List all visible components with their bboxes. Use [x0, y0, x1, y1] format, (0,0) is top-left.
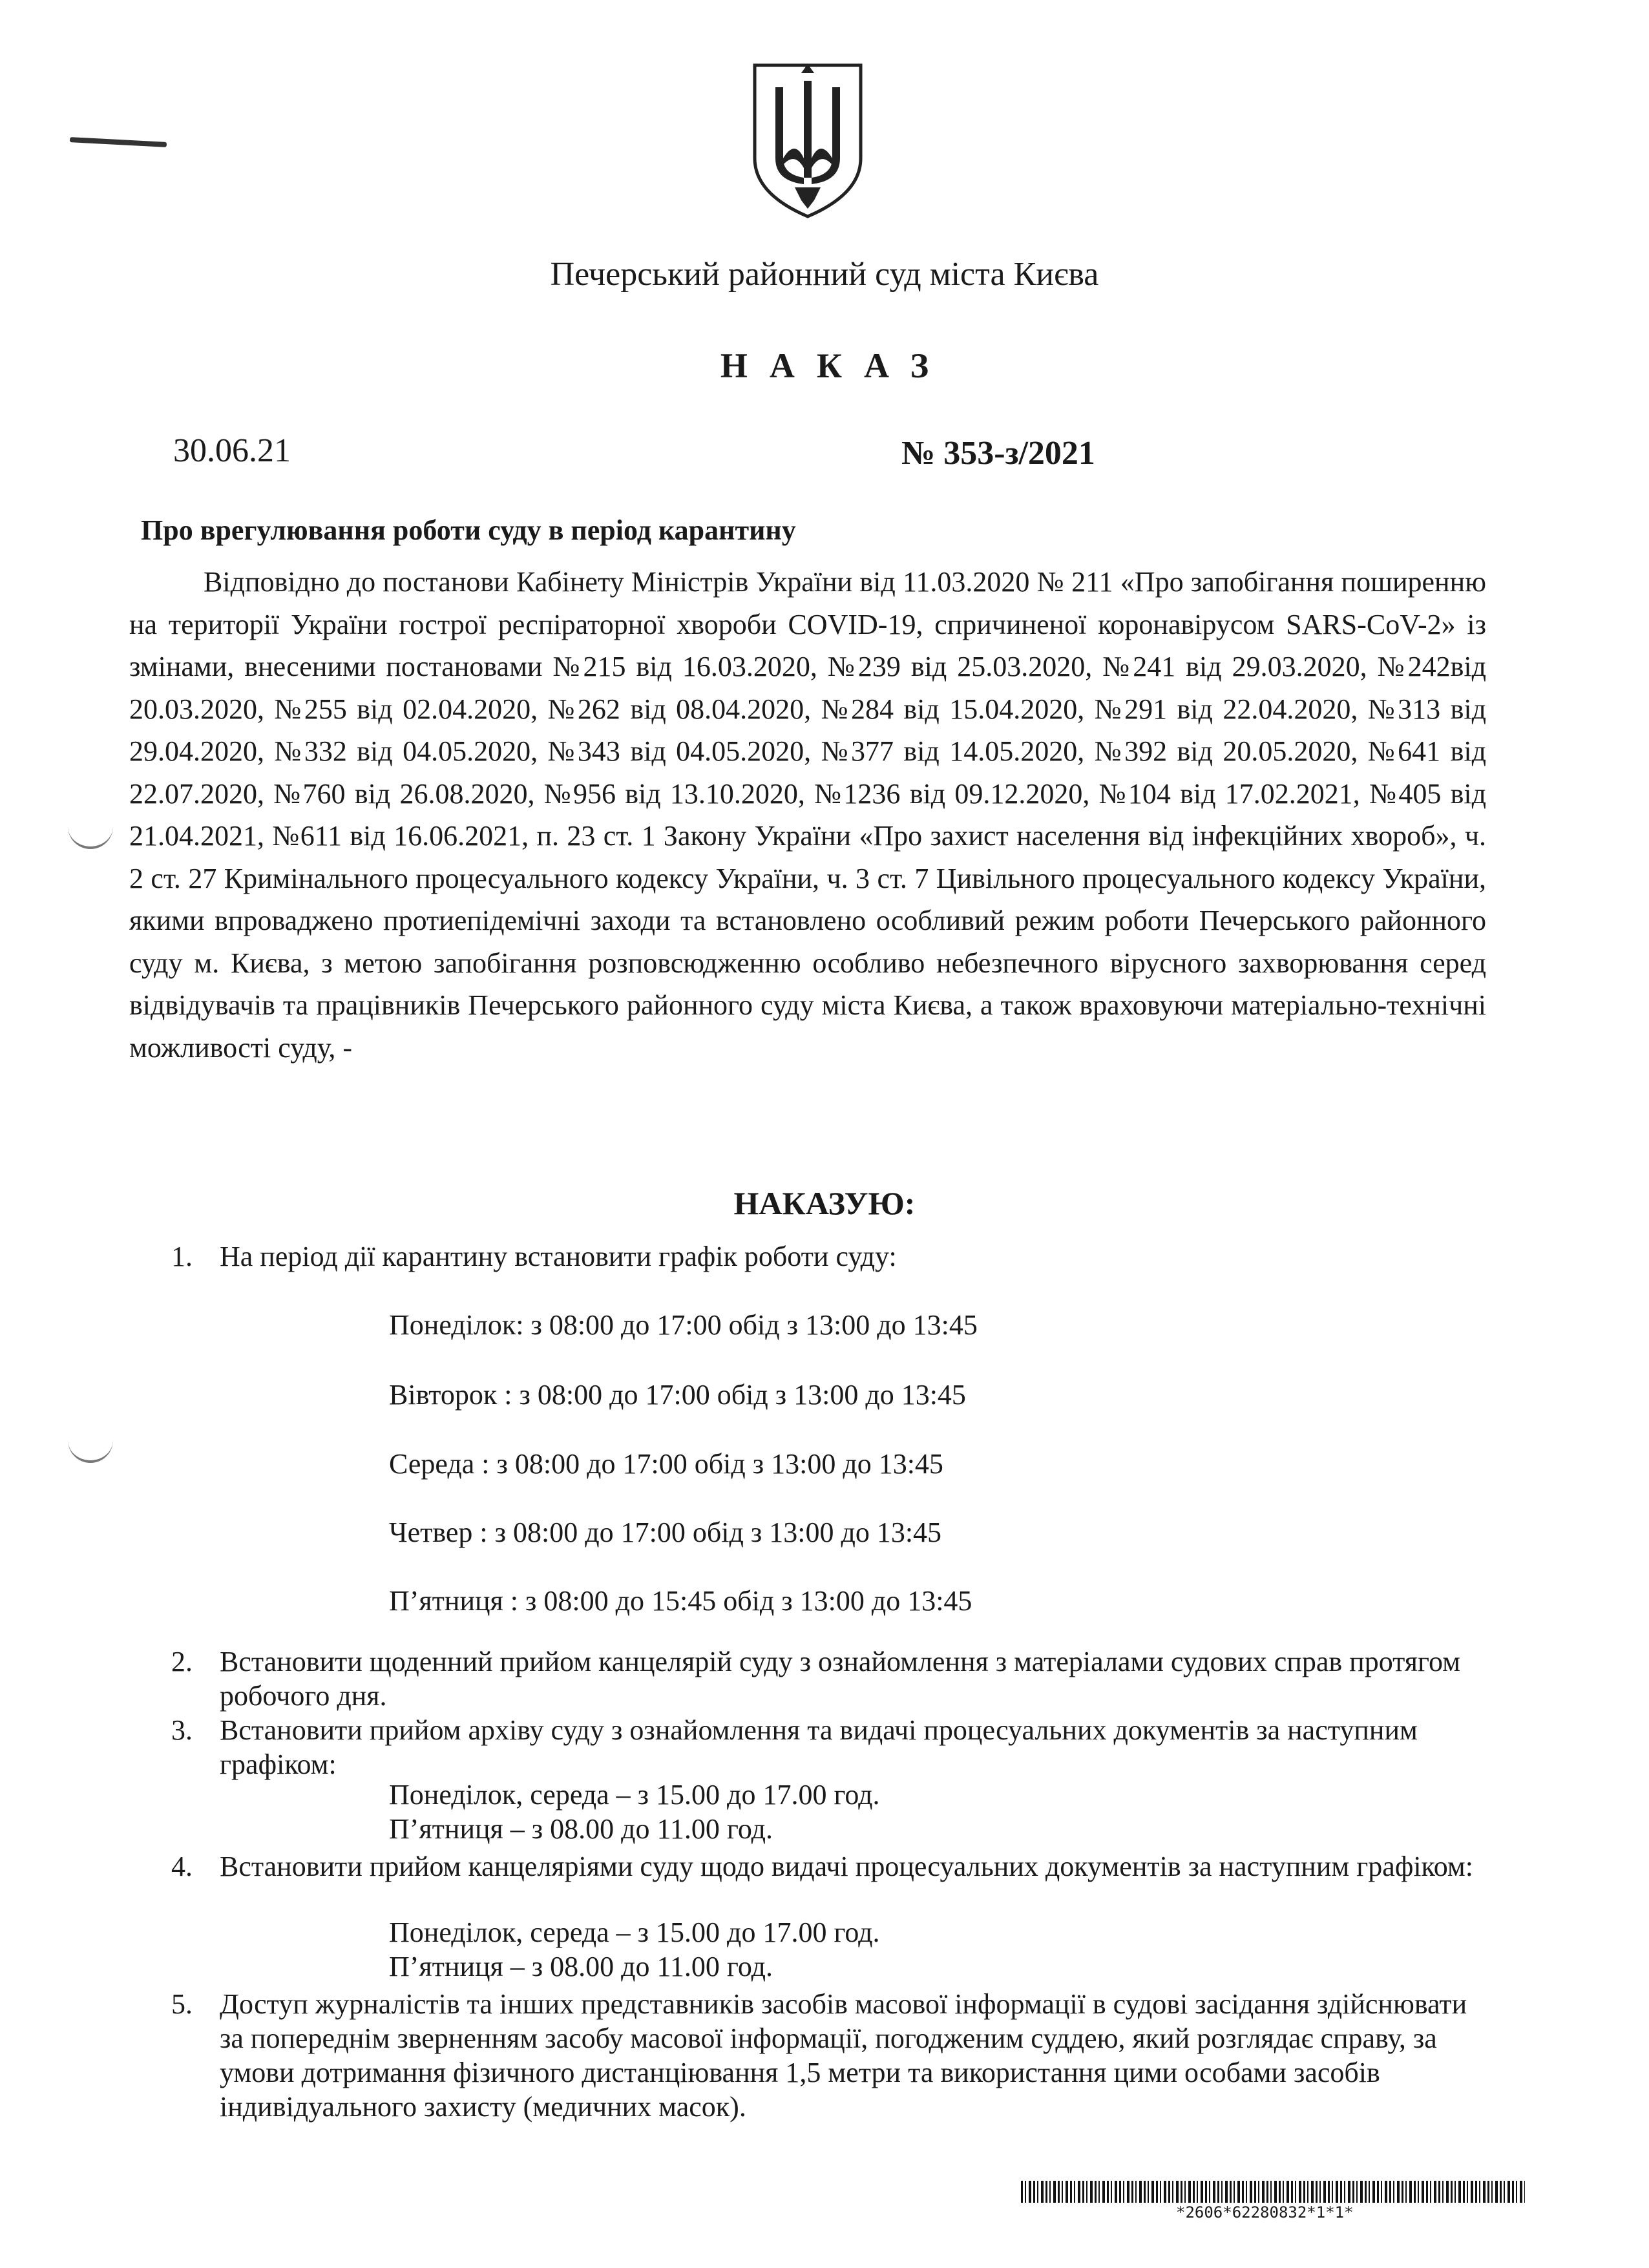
order-item-text: Встановити прийом архіву суду з ознайомлення та видачі процесуальних документів за наступним графіком: [220, 1714, 1418, 1780]
order-item [171, 1849, 1496, 1884]
order-item-text: Встановити щоденний прийом канцелярій суду з ознайомлення з матеріалами судових справ протягом робочого дня. [220, 1646, 1460, 1712]
schedule-line: Понеділок, середа – з 15.00 до 17.00 год. [389, 1779, 880, 1811]
order-item-number: 1. [171, 1241, 193, 1272]
punch-hole-mark [68, 821, 113, 849]
punch-hole-mark [68, 1434, 113, 1463]
document-date: 30.06.21 [173, 432, 291, 469]
order-item-number: 2. [171, 1646, 193, 1677]
document-barcode [1021, 2181, 1525, 2203]
court-name: Печерський районний суд міста Києва [550, 256, 1099, 293]
schedule-line: П’ятниця – з 08.00 до 11.00 год. [389, 1813, 773, 1845]
order-item-number: 4. [171, 1851, 193, 1882]
order-item [171, 1644, 1496, 1713]
order-item-number: 5. [171, 1988, 193, 2020]
coat-of-arms-icon [750, 61, 866, 220]
scan-mark [70, 137, 167, 147]
schedule-line: Середа : з 08:00 до 17:00 обід з 13:00 до 13:45 [389, 1448, 943, 1480]
order-item-text: На період дії карантину встановити графік роботи суду: [220, 1241, 897, 1272]
order-item [171, 1713, 1496, 1781]
order-item-text: Доступ журналістів та інших представників засобів масової інформації в судові засідання здійснювати за попереднім зверненням засобу масової інформації, погодженим суддею, який розглядає справу, за умови дотримання фізичного дистанціювання 1,5 метри та використання цими особами засобів індивідуального захисту (медичних масок). [220, 1988, 1467, 2123]
preamble-paragraph: Відповідно до постанови Кабінету Міністрів України від 11.03.2020 № 211 «Про запобігання поширенню на території України гострої респіраторної хвороби COVID-19, спричиненої коронавірусом SARS-CoV-2» із змінами, внесеними постановами №215 від 16.03.2020, №239 від 25.03.2020, №241 від 29.03.2020, №242від 20.03.2020, №255 від 02.04.2020, №262 від 08.04.2020, №284 від 15.04.2020, №291 від 22.04.2020, №313 від 29.04.2020, №332 від 04.05.2020, №343 від 04.05.2020, №377 від 14.05.2020, №392 від 20.05.2020, №641 від 22.07.2020, №760 від 26.08.2020, №956 від 13.10.2020, №1236 від 09.12.2020, №104 від 17.02.2021, №405 від 21.04.2021, №611 від 16.06.2021, п. 23 ст. 1 Закону України «Про захист населення від інфекційних хвороб», ч. 2 ст. 27 Кримінального процесуального кодексу України, ч. 3 ст. 7 Цивільного процесуального кодексу України, якими впроваджено протиепідемічні заходи та встановлено особливий режим роботи Печерського районного суду м. Києва, з метою запобігання розповсюдженню особливо небезпечного вірусного захворювання серед відвідувачів та працівників Печерського районного суду міста Києва, а також враховуючи матеріально-технічні можливості суду, - [129, 566, 1486, 1064]
order-heading: НАКАЗУЮ: [733, 1185, 916, 1221]
document-number: № 353-з/2021 [901, 435, 1095, 472]
document-subject: Про врегулювання роботи суду в період карантину [141, 514, 796, 546]
order-item-text: Встановити прийом канцеляріями суду щодо видачі процесуальних документів за наступним графіком: [220, 1851, 1473, 1882]
order-item [171, 1987, 1496, 2124]
schedule-line: Понеділок, середа – з 15.00 до 17.00 год. [389, 1916, 880, 1948]
schedule-line: П’ятниця : з 08:00 до 15:45 обід з 13:00 до 13:45 [389, 1585, 972, 1617]
schedule-line: Вівторок : з 08:00 до 17:00 обід з 13:00 до 13:45 [389, 1379, 966, 1411]
schedule-line: Понеділок: з 08:00 до 17:00 обід з 13:00 до 13:45 [389, 1309, 978, 1341]
schedule-line: П’ятниця – з 08.00 до 11.00 год. [389, 1951, 773, 1982]
schedule-line: Четвер : з 08:00 до 17:00 обід з 13:00 до 13:45 [389, 1517, 942, 1548]
order-item [171, 1239, 1496, 1274]
order-item-number: 3. [171, 1714, 193, 1746]
barcode-text: *2606*62280832*1*1* [1176, 2203, 1354, 2221]
document-type-title: НАКАЗ [720, 346, 951, 385]
